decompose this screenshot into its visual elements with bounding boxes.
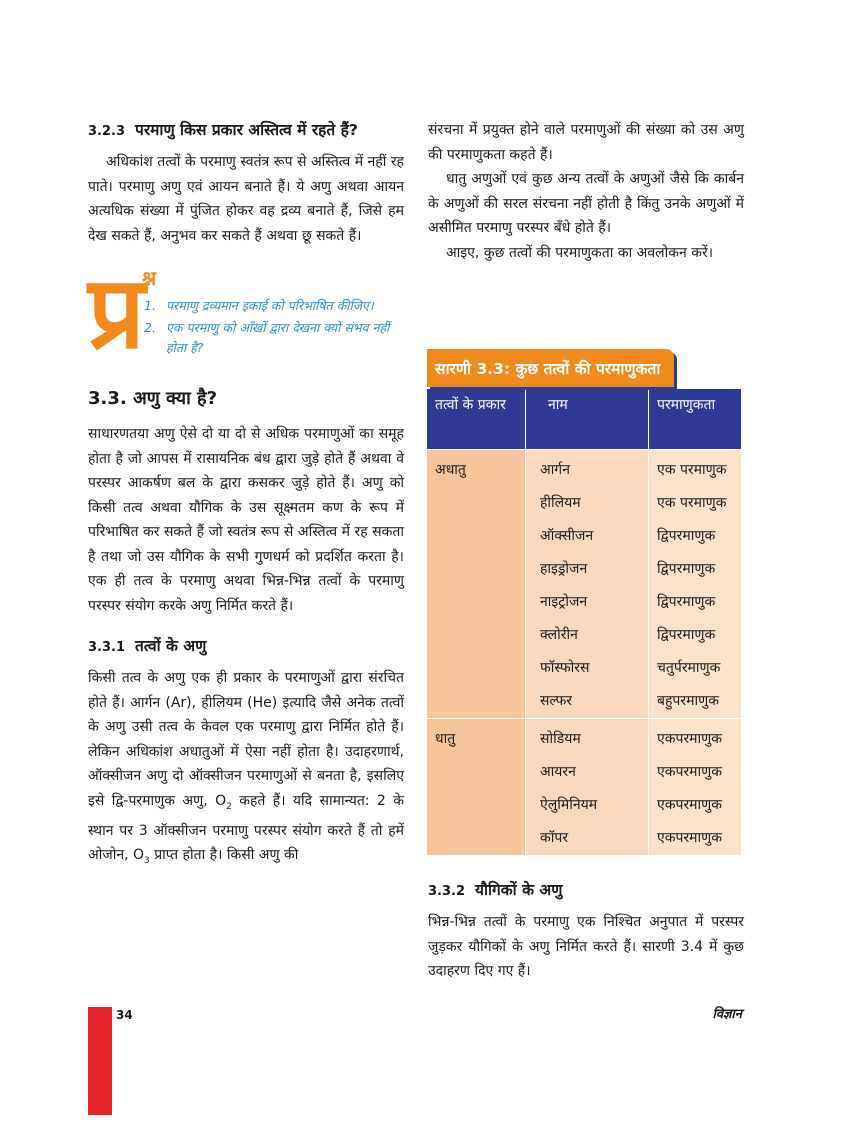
atomicity-table-wrap bbox=[427, 349, 742, 855]
question-number: 2. bbox=[144, 320, 156, 335]
table-cell-type: धातु bbox=[427, 719, 526, 856]
element-name: ऑक्सीजन bbox=[540, 528, 594, 544]
section-number: 3.2.3 bbox=[88, 124, 126, 139]
section-heading-3-2-3 bbox=[88, 118, 404, 144]
atomicity-value: द्विपरमाणुक bbox=[657, 561, 716, 577]
atomicity-value: एक परमाणुक bbox=[657, 495, 727, 511]
atomicity-value: एक परमाणुक bbox=[657, 462, 727, 478]
question-box bbox=[88, 253, 404, 380]
table-row bbox=[427, 719, 742, 856]
paragraph: संरचना में प्रयुक्त होने वाले परमाणुओं की संख्या को उस अणु की परमाणुकता कहते हैं। bbox=[428, 122, 744, 163]
question-number: 1. bbox=[144, 298, 156, 313]
question-text: एक परमाणु को आँखों द्वारा देखना क्यों संभव नहीं होता है? bbox=[166, 320, 390, 355]
atomicity-table bbox=[427, 389, 742, 855]
element-name: हीलियम bbox=[540, 495, 581, 511]
atomicity-value: एकपरमाणुक bbox=[657, 731, 723, 747]
table-cell-atomicity bbox=[649, 719, 742, 856]
paragraph: धातु अणुओं एवं कुछ अन्य तत्वों के अणुओं जैसे कि कार्बन के अणुओं की सरल संरचना नहीं होती है किंतु उनके अणुओं में असीमित परमाणु परस्पर बँधे होते हैं। bbox=[428, 171, 744, 236]
table-header: तत्वों के प्रकार bbox=[427, 389, 526, 450]
text-run: किसी तत्व के अणु एक ही प्रकार के परमाणुओं द्वारा संरचित होते हैं। आर्गन (Ar), हीलियम (He) इत्यादि जैसे अनेक तत्वों के अणु उसी तत्व के केवल एक परमाणु द्वारा निर्मित होते हैं। लेकिन अधिकांश अधातुओं में ऐसा नहीं होता है। उदाहरणार्थ, ऑक्सीजन अणु दो ऑक्सीजन परमाणुओं से बनता है, इसलिए इसे द्वि-परमाणुक अणु, O bbox=[88, 670, 404, 809]
section-heading-3-3-2 bbox=[428, 878, 744, 904]
text-run: प्राप्त होता है। किसी अणु की bbox=[149, 847, 299, 864]
atomicity-value: द्विपरमाणुक bbox=[657, 594, 716, 610]
atomicity-value: द्विपरमाणुक bbox=[657, 627, 716, 643]
table-header: नाम bbox=[526, 389, 649, 450]
element-name: कॉपर bbox=[540, 830, 569, 846]
section-title: परमाणु किस प्रकार अस्तित्व में रहते हैं? bbox=[135, 121, 358, 139]
text-run: कहते हैं। यदि सामान्यत: 2 के स्थान पर 3 ऑक्सीजन परमाणु परस्पर संयोग करते हैं तो हमें ओजोन, O bbox=[88, 792, 404, 864]
question-text: परमाणु द्रव्यमान इकाई को परिभाषित कीजिए। bbox=[166, 298, 374, 313]
atomicity-value: एकपरमाणुक bbox=[657, 797, 723, 813]
element-name: ऐलुमिनियम bbox=[540, 797, 598, 813]
paragraph: भिन्न-भिन्न तत्वों के परमाणु एक निश्चित अनुपात में परस्पर जुड़कर यौगिकों के अणु निर्मित करते हैं। सारणी 3.4 में कुछ उदाहरण दिए गए हैं। bbox=[428, 914, 744, 979]
atomicity-value: द्विपरमाणुक bbox=[657, 528, 716, 544]
atomicity-value: चतुर्परमाणुक bbox=[657, 660, 721, 676]
section-3-3-2 bbox=[428, 878, 744, 984]
page-number: 34 bbox=[116, 1008, 133, 1022]
table-header: परमाणुकता bbox=[649, 389, 742, 450]
section-heading-3-3-1 bbox=[88, 634, 404, 660]
section-number: 3.3.1 bbox=[88, 640, 126, 655]
table-cell-names bbox=[526, 450, 649, 719]
paragraph: अधिकांश तत्वों के परमाणु स्वतंत्र रूप से अस्तित्व में नहीं रह पाते। परमाणु अणु एवं आयन बनाते हैं। ये अणु अथवा आयन अत्यधिक संख्या में पुंजित होकर वह द्रव्य बनाते हैं, जिसे हम देख सकते हैं, अनुभव कर सकते हैं अथवा छू सकते हैं। bbox=[88, 154, 404, 244]
subscript: 3 bbox=[144, 856, 150, 867]
element-name: सोडियम bbox=[540, 731, 581, 747]
footer-accent-bar bbox=[88, 1007, 112, 1115]
element-name: आयरन bbox=[540, 764, 576, 780]
element-name: नाइट्रोजन bbox=[540, 594, 588, 610]
question-big-letter: प्र bbox=[88, 253, 145, 371]
question-list bbox=[144, 296, 404, 360]
paragraph bbox=[88, 666, 404, 874]
paragraph: आइए, कुछ तत्वों की परमाणुकता का अवलोकन करें। bbox=[446, 244, 714, 261]
table-cell-type: अधातु bbox=[427, 450, 526, 719]
atomicity-value: बहुपरमाणुक bbox=[657, 693, 719, 709]
element-name: आर्गन bbox=[540, 462, 570, 478]
subscript: 2 bbox=[226, 801, 232, 812]
element-name: सल्फर bbox=[540, 693, 572, 709]
atomicity-value: एकपरमाणुक bbox=[657, 764, 723, 780]
table-cell-atomicity bbox=[649, 450, 742, 719]
section-title: तत्वों के अणु bbox=[135, 637, 207, 655]
section-title: यौगिकों के अणु bbox=[475, 881, 563, 899]
table-title: सारणी 3.3: कुछ तत्वों की परमाणुकता bbox=[427, 349, 674, 387]
section-heading-3-3: 3.3. अणु क्या है? bbox=[88, 388, 218, 409]
question-item bbox=[144, 296, 404, 316]
table-row bbox=[427, 450, 742, 719]
element-name: क्लोरीन bbox=[540, 627, 578, 643]
section-number: 3.3.2 bbox=[428, 884, 466, 899]
left-column bbox=[88, 118, 404, 874]
element-name: हाइड्रोजन bbox=[540, 561, 588, 577]
question-item bbox=[144, 318, 404, 358]
question-letter-rest: श्न bbox=[142, 266, 157, 290]
table-cell-names bbox=[526, 719, 649, 856]
paragraph: साधारणतया अणु ऐसे दो या दो से अधिक परमाणुओं का समूह होता है जो आपस में रासायनिक बंध द्वारा जुड़े होते हैं अथवा वे परस्पर आकर्षण बल के द्वारा कसकर जुड़े होते हैं। अणु को किसी तत्व अथवा यौगिक के उस सूक्ष्मतम कण के रूप में परिभाषित कर सकते हैं जो स्वतंत्र रूप से अस्तित्व में रह सकता है तथा जो उस यौगिक के सभी गुणधर्म को प्रदर्शित करता है। एक ही तत्व के परमाणु अथवा भिन्न-भिन्न तत्वों के परमाणु परस्पर संयोग करके अणु निर्मित करते हैं। bbox=[88, 426, 404, 614]
book-name: विज्ञान bbox=[712, 1007, 742, 1022]
table-header-row bbox=[427, 389, 742, 450]
element-name: फॉस्फोरस bbox=[540, 660, 590, 676]
atomicity-value: एकपरमाणुक bbox=[657, 830, 723, 846]
right-column bbox=[428, 118, 744, 265]
